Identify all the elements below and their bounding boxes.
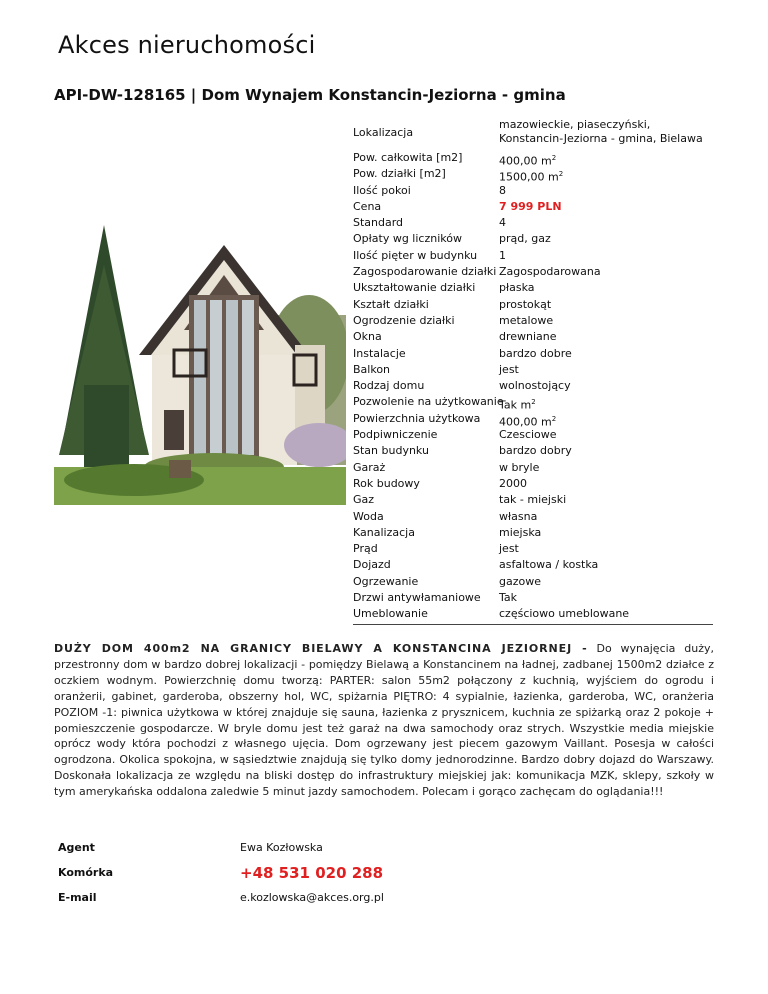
spec-value-text: 400,00 m	[499, 415, 552, 429]
spec-value	[499, 476, 713, 492]
spec-value	[499, 264, 713, 280]
spec-value-text: gazowe	[499, 574, 541, 588]
spec-row	[353, 183, 713, 199]
spec-value	[499, 150, 713, 166]
spec-row	[353, 346, 713, 362]
brand-logo-text: Akces nieruchomości	[58, 31, 316, 59]
unit-superscript: 2	[531, 398, 536, 407]
spec-value-text: bardzo dobry	[499, 444, 572, 458]
spec-label: Cena	[353, 199, 382, 213]
spec-value-text: bardzo dobre	[499, 346, 572, 360]
spec-value-text: prostokąt	[499, 297, 552, 311]
spec-value-text: mazowieckie, piaseczyński, Konstancin-Jeziorna - gmina, Bielawa	[499, 118, 703, 145]
spec-value-text: płaska	[499, 281, 535, 295]
spec-value	[499, 166, 713, 182]
spec-row	[353, 606, 713, 622]
spec-value	[499, 557, 713, 573]
spec-value-text: Tak	[499, 591, 518, 605]
spec-row	[353, 215, 713, 231]
spec-value-text: Czesciowe	[499, 428, 557, 442]
spec-value-text: drewniane	[499, 330, 557, 344]
spec-value-text: częściowo umeblowane	[499, 607, 630, 621]
spec-value-text: asfaltowa / kostka	[499, 558, 599, 572]
spec-value-text: Tak m	[499, 399, 532, 413]
spec-value-text: Zagospodarowana	[499, 265, 601, 279]
spec-row	[353, 394, 713, 413]
spec-value-text: 2000	[499, 476, 527, 490]
spec-value-text: metalowe	[499, 313, 554, 327]
spec-value	[499, 590, 713, 606]
spec-label: Rodzaj domu	[353, 379, 425, 393]
property-specs-table	[353, 118, 713, 623]
spec-label: Drzwi antywłamaniowe	[353, 591, 481, 605]
spec-value	[499, 329, 713, 345]
spec-value-text: wolnostojący	[499, 379, 571, 393]
spec-row	[353, 590, 713, 606]
spec-value-text: miejska	[499, 525, 542, 539]
spec-row	[353, 574, 713, 590]
spec-label: Ilość pokoi	[353, 183, 411, 197]
spec-value	[499, 427, 713, 443]
email-address[interactable]: e.kozlowska@akces.org.pl	[240, 891, 384, 904]
description-lead: DUŻY DOM 400m2 NA GRANICY BIELAWY A KONSTANCINA JEZIORNEJ -	[54, 642, 588, 655]
spec-label: Rok budowy	[353, 476, 420, 490]
property-description	[54, 641, 714, 800]
spec-value-text: jest	[499, 542, 519, 556]
spec-row	[353, 150, 713, 166]
agent-name: Ewa Kozłowska	[240, 841, 323, 854]
description-body: Do wynajęcia duży, przestronny dom w bardzo dobrej lokalizacji - pomiędzy Bielawą a Konstancinem na ładnej, zadbanej 1500m2 działce z oczkiem wodnym. Powierzchnię domu tworzą: PARTER: salon 55m2 połączony z kuchnią, wyjściem do ogrodu i oranżerii, gabinet, garderoba, obszerny hol, WC, spiżarnia PIĘTRO: 4 sypialnie, łazienka, garderoba, WC, oranżeria POZIOM -1: piwnica użytkowa w której znajduje się sauna, łazienka z prysznicem, kuchnia ze spiżarką oraz 2 pokoje + pomieszczenie gospodarcze. W bryle domu jest też garaż na dwa samochody oraz strych. Wszystkie media miejskie oprócz wody która pochodzi z własnego ujęcia. Dom ogrzewany jest piecem gazowym Vaillant. Posesja w całości ogrodzona. Okolica spokojna, w sąsiedztwie znajdują się tylko domy jednorodzinne. Bardzo dobry dojazd do Warszawy. Doskonała lokalizacja ze względu na bliski dostęp do infrastruktury miejskiej jak: komunikacja MZK, sklepy, szkoły w tym amerykańska oddalona zaledwie 5 minut jazdy samochodem. Polecam i gorąco zachęcam do oglądania!!!	[54, 642, 715, 799]
mobile-label: Komórka	[58, 866, 114, 879]
spec-value	[499, 346, 713, 362]
spec-label: Ukształtowanie działki	[353, 281, 476, 295]
unit-superscript: 2	[551, 414, 557, 423]
spec-row	[353, 509, 713, 525]
spec-label: Podpiwniczenie	[353, 428, 438, 442]
spec-value-text: 1500,00 m	[499, 170, 559, 184]
spec-value	[499, 118, 713, 150]
spec-value	[499, 362, 713, 378]
spec-value-text: 1	[499, 248, 506, 262]
spec-value	[499, 215, 713, 231]
spec-label: Garaż	[353, 460, 386, 474]
spec-row	[353, 264, 713, 280]
agent-label: Agent	[58, 841, 95, 854]
spec-label: Pozwolenie na użytkowanie	[353, 395, 504, 409]
spec-label: Pow. działki [m2]	[353, 167, 446, 181]
contact-block	[58, 835, 384, 910]
email-row	[58, 885, 384, 910]
spec-row	[353, 427, 713, 443]
spec-row	[353, 362, 713, 378]
spec-value-text: 400,00 m	[499, 154, 552, 168]
spec-row	[353, 231, 713, 247]
spec-value	[499, 297, 713, 313]
spec-value	[499, 492, 713, 508]
unit-superscript: 2	[551, 154, 557, 162]
spec-value	[499, 541, 713, 557]
spec-value	[499, 394, 713, 413]
property-photo	[54, 205, 346, 505]
spec-row	[353, 460, 713, 476]
spec-row	[353, 118, 713, 150]
spec-row	[353, 492, 713, 508]
spec-value-text: 4	[499, 216, 506, 230]
spec-label: Ogrzewanie	[353, 574, 419, 588]
spec-label: Powierzchnia użytkowa	[353, 411, 481, 425]
spec-value	[499, 443, 713, 459]
unit-superscript: 2	[558, 170, 564, 179]
spec-label: Gaz	[353, 493, 375, 507]
spec-value	[499, 509, 713, 525]
spec-value-text: w bryle	[499, 460, 540, 474]
spec-value	[499, 411, 713, 427]
spec-value-text: 7 999 PLN	[499, 199, 562, 213]
spec-label: Umeblowanie	[353, 607, 428, 621]
spec-value-text: jest	[499, 362, 519, 376]
spec-label: Okna	[353, 330, 382, 344]
spec-row	[353, 541, 713, 557]
spec-value-text: własna	[499, 509, 538, 523]
spec-value	[499, 574, 713, 590]
price-value	[499, 199, 713, 215]
spec-label: Balkon	[353, 362, 391, 376]
spec-value-text: 8	[499, 183, 506, 197]
spec-label: Lokalizacja	[353, 126, 414, 139]
spec-label: Dojazd	[353, 558, 391, 572]
spec-value	[499, 460, 713, 476]
spec-value	[499, 378, 713, 394]
spec-row	[353, 248, 713, 264]
phone-number[interactable]: +48 531 020 288	[240, 863, 384, 882]
listing-title: API-DW-128165 | Dom Wynajem Konstancin-Jeziorna - gmina	[54, 86, 566, 104]
spec-row	[353, 557, 713, 573]
mobile-row	[58, 860, 384, 885]
spec-label: Instalacje	[353, 346, 406, 360]
spec-row	[353, 313, 713, 329]
spec-value	[499, 313, 713, 329]
spec-value-text: tak - miejski	[499, 493, 567, 507]
spec-label: Prąd	[353, 542, 378, 556]
spec-value	[499, 280, 713, 296]
spec-row	[353, 411, 713, 427]
spec-label: Standard	[353, 216, 404, 230]
spec-row	[353, 199, 713, 215]
agent-row	[58, 835, 384, 860]
spec-label: Zagospodarowanie działki	[353, 265, 497, 279]
spec-row	[353, 280, 713, 296]
spec-row	[353, 329, 713, 345]
spec-row	[353, 297, 713, 313]
spec-value	[499, 606, 713, 622]
spec-label: Woda	[353, 509, 384, 523]
spec-value	[499, 231, 713, 247]
email-label: E-mail	[58, 891, 97, 904]
spec-value	[499, 248, 713, 264]
spec-label: Stan budynku	[353, 444, 429, 458]
spec-value	[499, 183, 713, 199]
spec-value	[499, 525, 713, 541]
spec-label: Pow. całkowita [m2]	[353, 151, 463, 164]
spec-row	[353, 443, 713, 459]
spec-row	[353, 378, 713, 394]
spec-label: Kształt działki	[353, 297, 429, 311]
spec-label: Ogrodzenie działki	[353, 313, 455, 327]
spec-label: Kanalizacja	[353, 525, 415, 539]
spec-label: Ilość pięter w budynku	[353, 248, 478, 262]
spec-label: Opłaty wg liczników	[353, 232, 462, 246]
spec-row	[353, 525, 713, 541]
divider	[353, 624, 713, 625]
spec-row	[353, 476, 713, 492]
spec-value-text: prąd, gaz	[499, 232, 551, 246]
spec-row	[353, 166, 713, 182]
